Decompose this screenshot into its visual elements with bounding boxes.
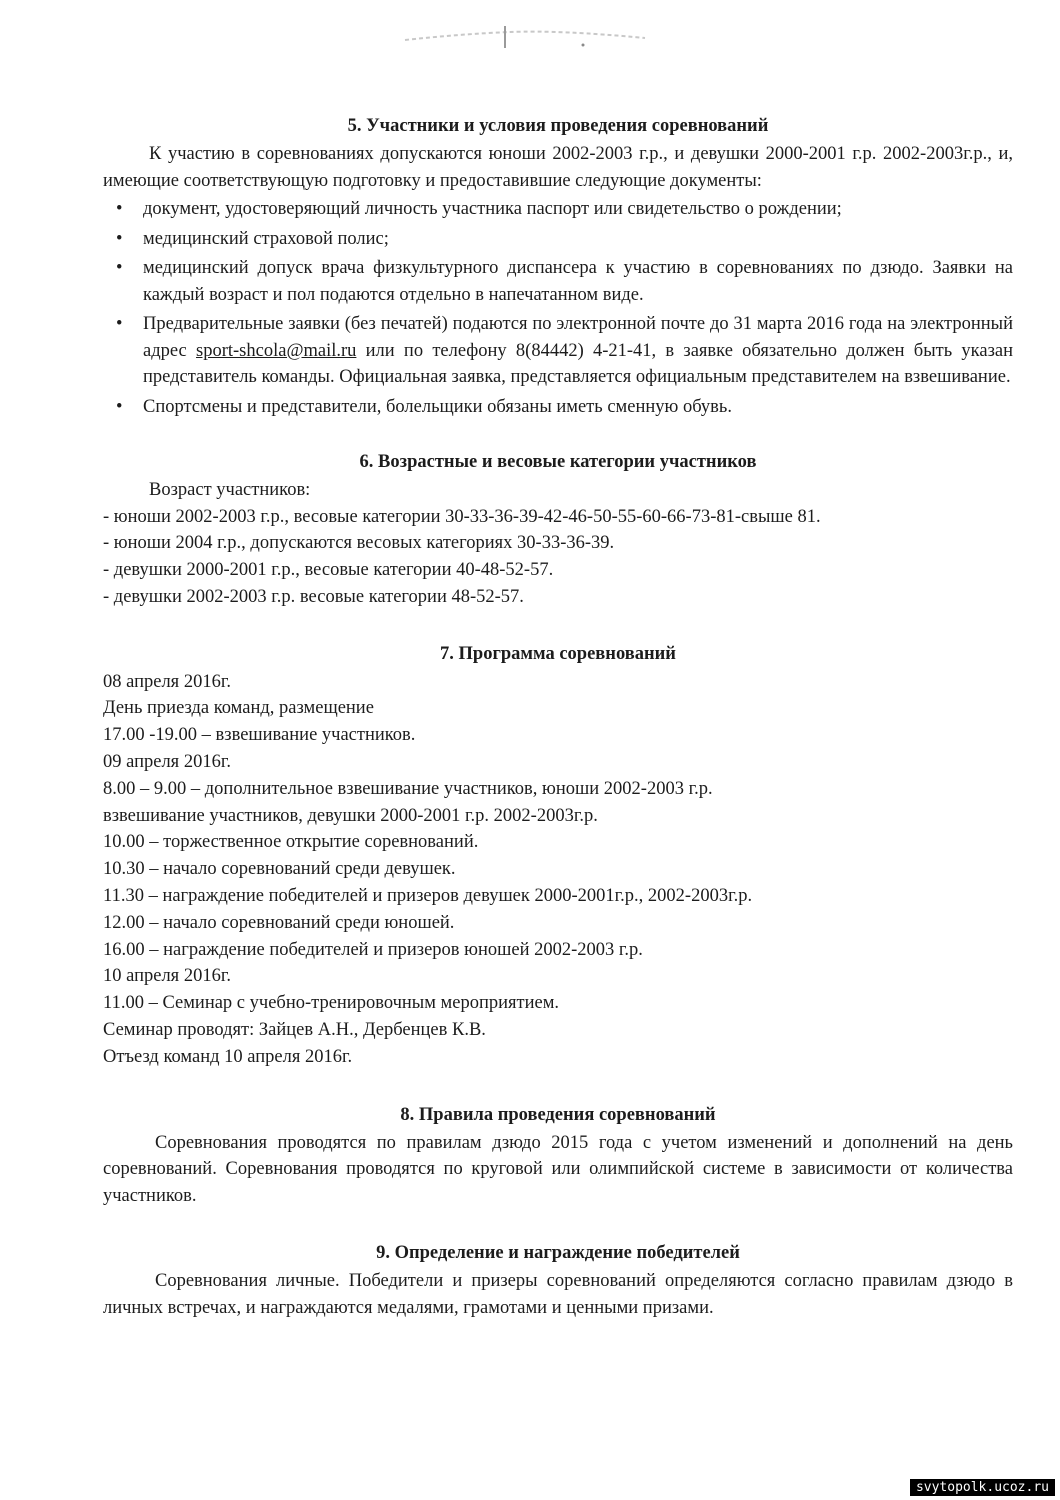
watermark: svytopolk.ucoz.ru xyxy=(910,1479,1055,1496)
list-item: • медицинский страховой полис; xyxy=(143,226,1013,253)
bullet-icon: • xyxy=(116,396,123,417)
program-line: 8.00 – 9.00 – дополнительное взвешивание участников, юноши 2002-2003 г.р. xyxy=(103,778,713,799)
program-line: 12.00 – начало соревнований среди юношей. xyxy=(103,912,455,933)
section-8-text: Соревнования проводятся по правилам дзюдо 2015 года с учетом изменений и дополнений на день соревнований. Соревнования проводятся по круговой или олимпийской системе в зависимости от количества участников. xyxy=(103,1132,1013,1206)
bullet-icon: • xyxy=(116,199,123,219)
program-line: 11.00 – Семинар с учебно-тренировочным мероприятием. xyxy=(103,993,560,1014)
category-line: - девушки 2002-2003 г.р. весовые категории 48-52-57. xyxy=(103,586,524,607)
program-line: День приезда команд, размещение xyxy=(103,698,374,719)
scan-artifact xyxy=(400,22,650,50)
section-6-intro: Возраст участников: xyxy=(149,480,311,500)
category-line: - юноши 2002-2003 г.р., весовые категории 30-33-36-39-42-46-50-55-60-66-73-81-свыше 81. xyxy=(103,506,821,527)
section-5-intro: К участию в соревнованиях допускаются юноши 2002-2003 г.р., и девушки 2000-2001 г.р. 2002-2003г.р., и, имеющие соответствующую подготовку и предоставившие следующие документы: xyxy=(103,144,1013,191)
program-line: 16.00 – награждение победителей и призеров юношей 2002-2003 г.р. xyxy=(103,939,643,960)
section-9-text: Соревнования личные. Победители и призеры соревнований определяются согласно правилам дзюдо в личных встречах, и награждаются медалями, грамотами и ценными призами. xyxy=(103,1271,1013,1318)
program-line: взвешивание участников, девушки 2000-2001 г.р. 2002-2003г.р. xyxy=(103,805,598,826)
section-8-title: 8. Правила проведения соревнований xyxy=(400,1104,716,1125)
section-7-title: 7. Программа соревнований xyxy=(440,643,676,664)
section-5-title: 5. Участники и условия проведения соревнований xyxy=(347,116,769,136)
section-program xyxy=(103,640,1013,1071)
category-line: - девушки 2000-2001 г.р., весовые категории 40-48-52-57. xyxy=(103,560,554,581)
program-line: 10 апреля 2016г. xyxy=(103,966,231,987)
program-line: 17.00 -19.00 – взвешивание участников. xyxy=(103,725,416,746)
program-line: Отъезд команд 10 апреля 2016г. xyxy=(103,1046,353,1067)
section-rules xyxy=(103,1101,1013,1210)
list-item: • медицинский допуск врача физкультурного диспансера к участию в соревнованиях по дзюдо. Заявки на каждый возраст и пол подаются отдельно в напечатанном виде. xyxy=(143,255,1013,308)
program-line: Семинар проводят: Зайцев А.Н., Дербенцев К.В. xyxy=(103,1020,486,1041)
program-line: 08 апреля 2016г. xyxy=(103,671,231,692)
list-item: • документ, удостоверяющий личность участника паспорт или свидетельство о рождении; xyxy=(143,196,1013,223)
bullet-icon: • xyxy=(116,228,123,249)
document-page xyxy=(103,112,1013,1321)
program-line: 11.30 – награждение победителей и призеров девушек 2000-2001г.р., 2002-2003г.р. xyxy=(103,886,753,907)
program-line: 10.00 – торжественное открытие соревнований. xyxy=(103,832,479,853)
section-participants xyxy=(103,112,1013,420)
program-line: 09 апреля 2016г. xyxy=(103,752,231,773)
required-documents-list xyxy=(103,196,1013,420)
bullet-icon: • xyxy=(116,314,123,334)
section-9-title: 9. Определение и награждение победителей xyxy=(376,1243,740,1264)
bullet-icon: • xyxy=(116,258,123,278)
email-link[interactable]: sport-shcola@mail.ru xyxy=(196,340,357,361)
program-line: 10.30 – начало соревнований среди девушек. xyxy=(103,859,456,880)
list-item: • Предварительные заявки (без печатей) подаются по электронной почте до 31 марта 2016 года на электронный адрес sport-shcola@mail.ru или по телефону 8(84442) 4-21-41, в заявке обязательно должен быть указан представитель команды. Официальная заявка, представляется официальным представителем на взвешивание. xyxy=(143,311,1013,391)
list-item: • Спортсмены и представители, болельщики обязаны иметь сменную обувь. xyxy=(143,394,1013,421)
section-age-weight xyxy=(103,448,1013,611)
section-6-title: 6. Возрастные и весовые категории участников xyxy=(359,452,757,472)
category-line: - юноши 2004 г.р., допускаются весовых категориях 30-33-36-39. xyxy=(103,533,615,554)
section-winners xyxy=(103,1239,1013,1321)
